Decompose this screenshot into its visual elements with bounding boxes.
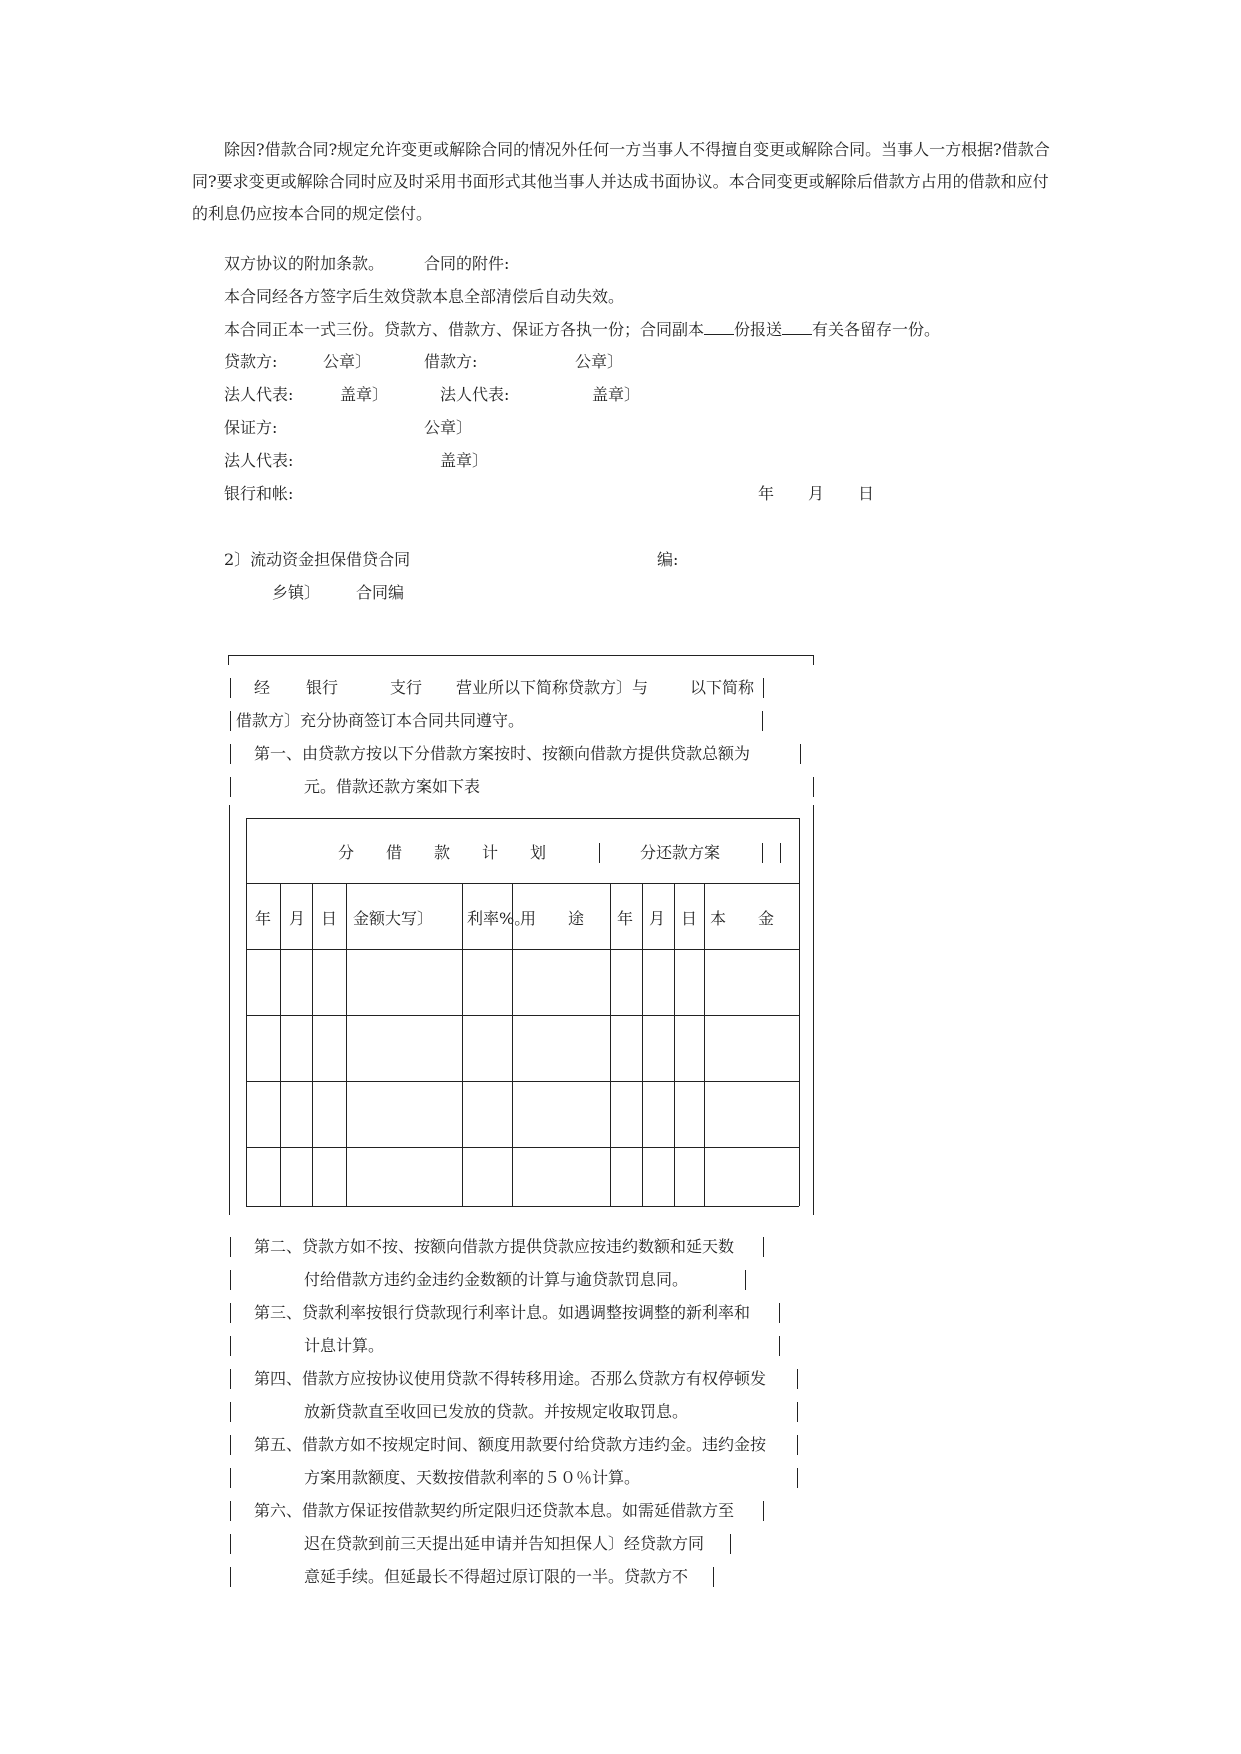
box-line1-c: 支行: [390, 678, 423, 697]
table-bottom-border: [246, 1206, 799, 1207]
col-header-year-2: 年: [617, 909, 634, 928]
box-bar: [779, 1303, 780, 1323]
table-right-border: [799, 818, 800, 1206]
guarantor-seal: 公章〕: [424, 418, 473, 437]
legal-rep-label-2: 法人代表:: [440, 385, 510, 404]
col-header-rate: 利率%。: [467, 909, 531, 928]
row-rule-4: [246, 1147, 799, 1148]
box-bar: [797, 1435, 798, 1455]
box-line4: 元。借款还款方案如下表: [304, 777, 481, 796]
box-bar: [813, 777, 814, 797]
copies-part1: 本合同正本一式三份。贷款方、借款方、保证方各执一份；合同副本: [224, 320, 705, 339]
group-divider: [599, 843, 600, 863]
copies-part2: 份报送: [734, 320, 783, 339]
contract2-number-label: 编:: [657, 550, 679, 569]
col-header-day-2: 日: [681, 909, 698, 928]
col-header-year-1: 年: [255, 909, 272, 928]
col-header-purpose: 用 途: [520, 909, 585, 928]
box-bar: [800, 744, 801, 764]
col-header-month-1: 月: [289, 909, 306, 928]
box-top-border: [228, 655, 814, 656]
bank-account-label: 银行和帐:: [224, 484, 294, 503]
row-rule-3: [246, 1081, 799, 1082]
box-bar: [230, 678, 231, 698]
box-bar: [763, 678, 764, 698]
box-bar: [763, 1237, 764, 1257]
table-top-border: [246, 818, 799, 819]
date-day: 日: [858, 484, 875, 503]
box-bar: [230, 1303, 231, 1323]
box-top-right-corner: [813, 655, 814, 665]
group-right-bar-2: [780, 843, 781, 863]
attachments-right: 合同的附件:: [424, 254, 510, 273]
clause-line: 第四、借款方应按协议使用贷款不得转移用途。否那么贷款方有权停顿发: [254, 1369, 767, 1388]
box-bar: [230, 744, 231, 764]
clause-line: 第五、借款方如不按规定时间、额度用款要付给贷款方违约金。违约金按: [254, 1435, 767, 1454]
box-line1-e: 以下简称: [690, 678, 755, 697]
clause-line: 第三、贷款利率按银行贷款现行利率计息。如遇调整按调整的新利率和: [254, 1303, 751, 1322]
col-line: [512, 883, 513, 1206]
box-line2: 借款方〕充分协商签订本合同共同遵守。: [236, 711, 525, 730]
box-bar: [230, 1336, 231, 1356]
col-line: [280, 883, 281, 1206]
outer-left-border: [229, 805, 230, 1215]
box-bar: [230, 1468, 231, 1488]
copies-clause: [224, 320, 940, 340]
box-bar: [230, 1435, 231, 1455]
legal-rep-seal-2: 盖章〕: [592, 385, 641, 404]
col-header-month-2: 月: [649, 909, 666, 928]
box-bar: [230, 1534, 231, 1554]
clause-line: 付给借款方违约金违约金数额的计算与逾贷款罚息同。: [304, 1270, 689, 1289]
legal-rep-seal-3: 盖章〕: [440, 451, 489, 470]
box-line1-a: 经: [254, 678, 271, 697]
legal-rep-seal-1: 盖章〕: [340, 385, 389, 404]
table-group-right: 分还款方案: [640, 843, 721, 862]
box-bar: [713, 1567, 714, 1587]
col-line: [704, 883, 705, 1206]
intro-paragraph: 除因?借款合同?规定允许变更或解除合同的情况外任何一方当事人不得擅自变更或解除合同。当事人一方根据?借款合同?要求变更或解除合同时应及时采用书面形式其他当事人并达成书面协议。本合同变更或解除后借款方占用的借款和应付的利息仍应按本合同的规定偿付。: [192, 140, 1050, 223]
box-bar: [230, 1402, 231, 1422]
contract2-contract-number: 合同编: [356, 583, 405, 602]
clause-line: 迟在贷款到前三天提出延申请并告知担保人〕经贷款方同: [304, 1534, 705, 1553]
col-line: [642, 883, 643, 1206]
row-rule-header: [246, 883, 799, 884]
col-line: [462, 883, 463, 1206]
box-bar: [730, 1534, 731, 1554]
copies-blank-2: [782, 320, 812, 335]
borrower-seal: 公章〕: [575, 352, 624, 371]
date-year: 年: [758, 484, 775, 503]
contract2-title: 2〕流动资金担保借贷合同: [224, 550, 411, 569]
lender-seal: 公章〕: [323, 352, 372, 371]
box-bar: [763, 1501, 764, 1521]
group-right-bar: [762, 843, 763, 863]
box-line3: 第一、由贷款方按以下分借款方案按时、按额向借款方提供贷款总额为: [254, 744, 751, 763]
guarantor-label: 保证方:: [224, 418, 278, 437]
borrower-label: 借款方:: [424, 352, 478, 371]
box-bar: [230, 1567, 231, 1587]
date-month: 月: [808, 484, 825, 503]
col-line: [346, 883, 347, 1206]
box-bar: [230, 711, 231, 731]
legal-rep-label-1: 法人代表:: [224, 385, 294, 404]
box-bar: [745, 1270, 746, 1290]
box-bar: [230, 1369, 231, 1389]
row-rule-1: [246, 949, 799, 950]
clause-line: 方案用款额度、天数按借款利率的５０％计算。: [304, 1468, 641, 1487]
copies-blank-1: [704, 320, 734, 335]
box-bar: [230, 1501, 231, 1521]
box-line1-b: 银行: [306, 678, 339, 697]
clause-line: 第二、贷款方如不按、按额向借款方提供贷款应按违约数额和延天数: [254, 1237, 735, 1256]
clause-line: 第六、借款方保证按借款契约所定限归还贷款本息。如需延借款方至: [254, 1501, 735, 1520]
box-bar: [762, 711, 763, 731]
effective-clause: 本合同经各方签字后生效贷款本息全部清偿后自动失效。: [224, 287, 625, 306]
box-bar: [797, 1468, 798, 1488]
box-bar: [797, 1402, 798, 1422]
col-line: [610, 883, 611, 1206]
clause-line: 计息计算。: [304, 1336, 385, 1355]
outer-right-border: [813, 805, 814, 1215]
box-bar: [797, 1369, 798, 1389]
attachments-left: 双方协议的附加条款。: [224, 254, 385, 273]
box-top-left-corner: [228, 655, 229, 665]
box-line1-d: 营业所以下简称贷款方〕与: [456, 678, 649, 697]
lender-label: 贷款方:: [224, 352, 278, 371]
col-header-amount: 金额大写〕: [353, 909, 434, 928]
col-line: [674, 883, 675, 1206]
row-rule-2: [246, 1015, 799, 1016]
table-group-left: 分 借 款 计 划: [338, 843, 547, 862]
copies-part3: 有关各留存一份。: [812, 320, 941, 339]
col-header-principal: 本 金: [710, 909, 775, 928]
legal-rep-label-3: 法人代表:: [224, 451, 294, 470]
contract2-township: 乡镇〕: [272, 583, 321, 602]
box-bar: [230, 777, 231, 797]
box-bar: [230, 1237, 231, 1257]
col-line: [312, 883, 313, 1206]
clause-line: 放新贷款直至收回已发放的贷款。并按规定收取罚息。: [304, 1402, 689, 1421]
clause-line: 意延手续。但延最长不得超过原订限的一半。贷款方不: [304, 1567, 689, 1586]
col-header-day-1: 日: [321, 909, 338, 928]
box-bar: [779, 1336, 780, 1356]
box-bar: [230, 1270, 231, 1290]
